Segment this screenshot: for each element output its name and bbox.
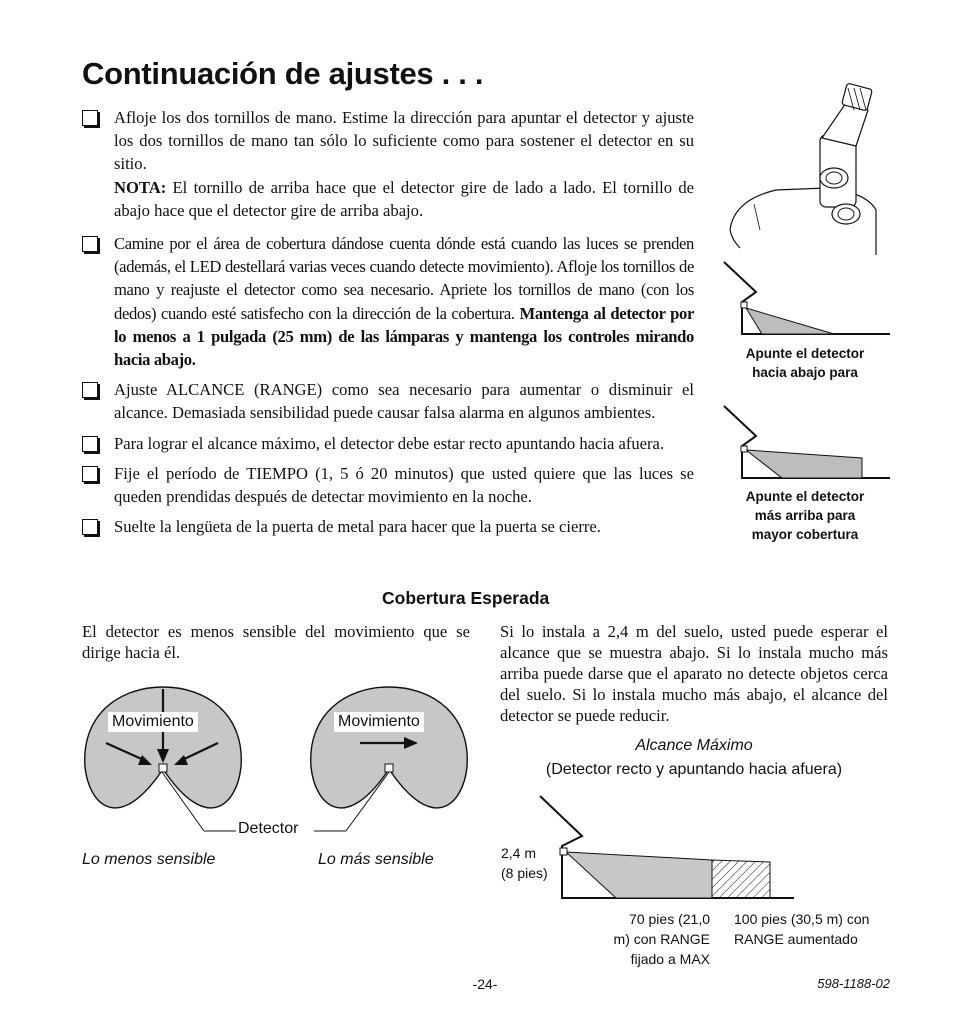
note-label: NOTA:: [114, 177, 167, 197]
mount-height-label: [501, 843, 548, 883]
height-line: (8 pies): [501, 865, 548, 881]
caption-line: Apunte el detector: [745, 346, 865, 361]
aim-down-diagram: [722, 258, 892, 338]
step-item: [82, 432, 694, 455]
height-line: 2,4 m: [501, 845, 537, 861]
least-sensitive-pattern: [76, 685, 256, 855]
detector-label: Detector: [238, 820, 299, 837]
caption-line: más arriba para: [754, 508, 856, 523]
step-item: [82, 106, 694, 222]
checkbox-icon: [82, 236, 98, 252]
step-text: Afloje los dos tornillos de mano. Estime la dirección para apuntar el detector y ajuste los dos tornillos de mano tan sólo lo suficiente como para sostener el detector en su sitio.: [114, 108, 694, 174]
range-subtitle: (Detector recto y apuntando hacia afuera): [545, 761, 843, 778]
range-increased-line: 100 pies (30,5 m) con: [734, 911, 870, 927]
range-fixed-line: fijado a MAX: [630, 951, 710, 967]
coverage-left-paragraph: El detector es menos sensible del movimiento que se dirige hacia él.: [82, 622, 470, 662]
checkbox-icon: [82, 519, 98, 535]
step-text: Fije el período de TIEMPO (1, 5 ó 20 minutos) que usted quiere que las luces se queden prendidas después de detectar movimiento en la noche.: [114, 463, 694, 507]
caption-line: hacia abajo para: [752, 365, 858, 380]
step-item: [82, 232, 694, 371]
caption-line: Apunte el detector: [745, 489, 865, 504]
document-number: 598-1188-02: [817, 976, 890, 991]
caption-line: mayor cobertura: [751, 527, 859, 542]
less-sensitive-label: Lo menos sensible: [82, 851, 216, 868]
detector-device-illustration: [726, 80, 886, 255]
range-increased-line: RANGE aumentado: [734, 931, 858, 947]
aim-up-diagram: [722, 402, 892, 482]
range-title: Alcance Máximo: [635, 737, 753, 754]
more-sensitive-label: Lo más sensible: [318, 851, 434, 868]
max-range-diagram: [536, 792, 796, 902]
most-sensitive-pattern: [302, 685, 482, 855]
step-bold-text: Mantenga al detector por lo menos a 1 pulgada (25 mm) de las lámparas y mantenga los controles mirando hacia abajo.: [114, 303, 695, 370]
step-text: Ajuste ALCANCE (RANGE) como sea necesario para aumentar o disminuir el alcance. Demasiada sensibilidad puede causar falsa alarma en algunos ambientes.: [114, 380, 694, 423]
range-fixed-line: 70 pies (21,0: [629, 911, 710, 927]
step-text: Suelte la lengüeta de la puerta de metal para hacer que la puerta se cierre.: [114, 517, 601, 537]
coverage-right-paragraph: Si lo instala a 2,4 m del suelo, usted puede esperar el alcance que se muestra abajo. Si lo instala mucho más arriba puede darse que el aparato no detecte objetos cerca del suelo. Si lo instala mucho más abajo, el alcance del detector se puede reducir.: [500, 622, 888, 725]
checkbox-icon: [82, 466, 98, 482]
step-text: Para lograr el alcance máximo, el detector debe estar recto apuntando hacia afuera.: [114, 433, 665, 453]
step-text: Camine por el área de cobertura dándose cuenta dónde está cuando las luces se prenden (además, el LED destellará varias veces cuando detecte movimiento). Afloje los tornillos de mano y reajuste el detector como sea necesario. Apriete los tornillos de mano (con los dedos) cuando esté satisfecho con la dirección de la cobertura.: [114, 234, 694, 323]
coverage-section-title: Cobertura Esperada: [382, 588, 550, 608]
movement-label-across: Movimiento: [334, 712, 424, 732]
range-fixed-label: [590, 909, 710, 969]
range-increased-label: [734, 909, 904, 949]
step-item: [82, 515, 694, 538]
note-text: El tornillo de arriba hace que el detector gire de lado a lado. El tornillo de abajo hace que el detector gire de arriba abajo.: [114, 177, 694, 220]
checkbox-icon: [82, 110, 98, 126]
checkbox-icon: [82, 382, 98, 398]
aim-up-caption: [722, 487, 888, 544]
range-fixed-line: m) con RANGE: [613, 931, 710, 947]
movement-label-toward: Movimiento: [108, 712, 198, 732]
step-item: [82, 378, 694, 424]
page-title: Continuación de ajustes . . .: [82, 56, 484, 91]
page-number: -24-: [472, 976, 498, 992]
checkbox-icon: [82, 436, 98, 452]
instruction-list: [82, 106, 694, 545]
step-item: [82, 462, 694, 508]
aim-down-caption: [722, 344, 888, 382]
